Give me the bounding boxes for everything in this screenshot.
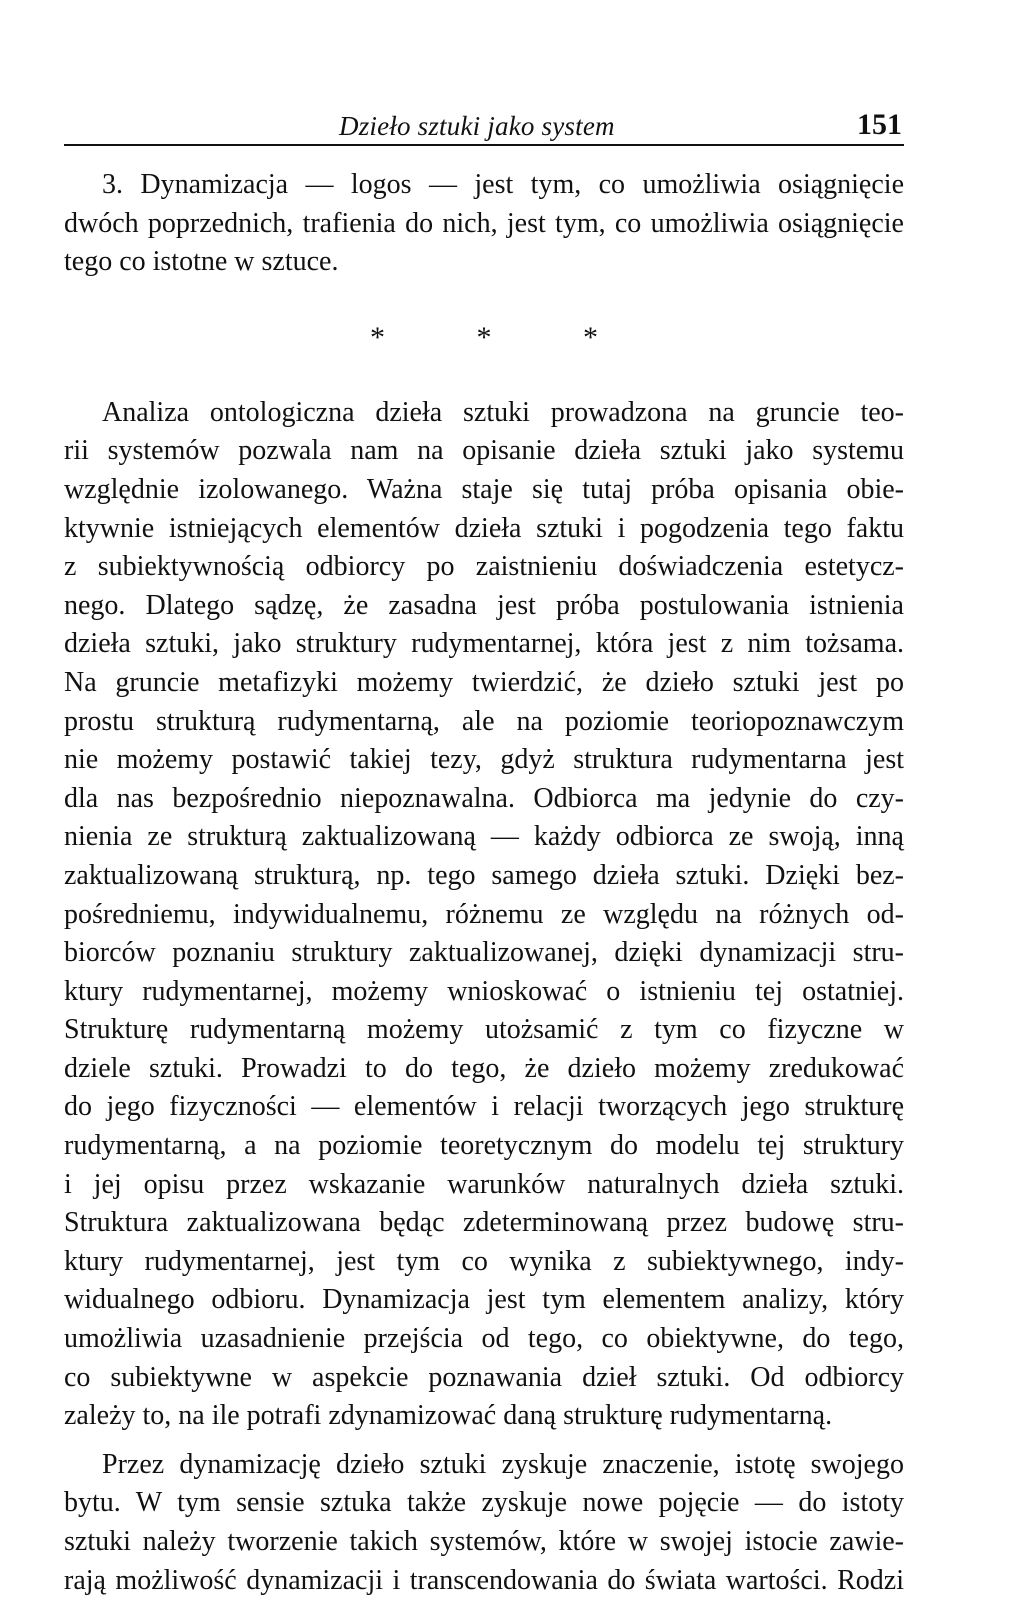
text-line: pośredniemu, indywidualnemu, różnemu ze względu na różnych od- xyxy=(64,898,904,930)
paragraph-dynamizacja xyxy=(64,1446,904,1600)
text-line: tego co istotne w sztuce. xyxy=(64,246,339,278)
book-page xyxy=(64,100,904,1600)
text-line: rii systemów pozwala nam na opisanie dzieła sztuki jako systemu xyxy=(64,435,904,467)
text-line: Na gruncie metafizyki możemy twierdzić, że dzieło sztuki jest po xyxy=(64,666,904,698)
text-line: Analiza ontologiczna dzieła sztuki prowadzona na gruncie teo- xyxy=(102,396,904,428)
text-line: rudymentarną, a na poziomie teoretycznym do modelu tej struktury xyxy=(64,1130,904,1162)
text-line: nego. Dlatego sądzę, że zasadna jest próba postulowania istnienia xyxy=(64,589,904,621)
text-line: dwóch poprzednich, trafienia do nich, jest tym, co umożliwia osiągnięcie xyxy=(64,207,904,239)
text-line: nie możemy postawić takiej tezy, gdyż struktura rudymentarna jest xyxy=(64,744,904,776)
paragraph-analiza xyxy=(64,394,904,1436)
running-title: Dzieło sztuki jako system xyxy=(339,111,615,141)
text-line: dziele sztuki. Prowadzi to do tego, że dzieło możemy zredukować xyxy=(64,1052,904,1084)
text-line: Strukturę rudymentarną możemy utożsamić z tym co fizyczne w xyxy=(64,1014,904,1046)
text-line: biorców poznaniu struktury zaktualizowanej, dzięki dynamizacji stru- xyxy=(64,937,904,969)
text-line: względnie izolowanego. Ważna staje się tutaj próba opisania obie- xyxy=(64,473,904,505)
paragraph-gap xyxy=(64,1436,904,1446)
text-line: rają możliwość dynamizacji i transcendowania do świata wartości. Rodzi xyxy=(64,1564,904,1596)
text-line: sztuki należy tworzenie takich systemów, które w swojej istocie zawie- xyxy=(64,1526,904,1557)
text-line: ktury rudymentarnej, możemy wnioskować o istnieniu tej ostatniej. xyxy=(64,975,904,1007)
text-line: bytu. W tym sensie sztuka także zyskuje nowe pojęcie — do istoty xyxy=(64,1487,904,1519)
text-line: umożliwia uzasadnienie przejścia od tego, co obiektywne, do tego, xyxy=(64,1323,904,1355)
text-line: zaktualizowaną strukturą, np. tego samego dzieła sztuki. Dzięki bez- xyxy=(64,859,904,891)
text-line: nienia ze strukturą zaktualizowaną — każdy odbiorca ze swoją, inną xyxy=(64,821,904,853)
text-line: Struktura zaktualizowana będąc zdeterminowaną przez budowę stru- xyxy=(64,1207,904,1239)
running-header xyxy=(64,100,904,146)
page-number: 151 xyxy=(857,108,902,141)
text-line: i jej opisu przez wskazanie warunków naturalnych dzieła sztuki. xyxy=(64,1168,904,1200)
text-line: zależy to, na ile potrafi zdynamizować daną strukturę rudymentarną. xyxy=(64,1400,833,1432)
point-3-paragraph xyxy=(64,166,904,282)
body-text xyxy=(64,166,904,1600)
section-separator: * * * xyxy=(370,320,640,354)
text-line: co subiektywne w aspekcie poznawania dzieł sztuki. Od odbiorcy xyxy=(64,1361,904,1393)
text-line: z subiektywnością odbiorcy po zaistnieniu doświadczenia estetycz- xyxy=(64,551,904,583)
text-line: prostu strukturą rudymentarną, ale na poziomie teoriopoznawczym xyxy=(64,705,904,737)
text-line: dzieła sztuki, jako struktury rudymentarnej, która jest z nim tożsama. xyxy=(64,628,904,660)
text-line: Przez dynamizację dzieło sztuki zyskuje znaczenie, istotę swojego xyxy=(102,1448,904,1480)
text-line: dla nas bezpośrednio niepoznawalna. Odbiorca ma jedynie do czy- xyxy=(64,782,904,814)
text-line: widualnego odbioru. Dynamizacja jest tym elementem analizy, który xyxy=(64,1284,904,1316)
text-line: ktury rudymentarnej, jest tym co wynika z subiektywnego, indy- xyxy=(64,1245,904,1277)
text-line: do jego fizyczności — elementów i relacji tworzących jego strukturę xyxy=(64,1091,904,1123)
text-line: 3. Dynamizacja — logos — jest tym, co umożliwia osiągnięcie xyxy=(102,169,904,200)
text-line: ktywnie istniejących elementów dzieła sztuki i pogodzenia tego faktu xyxy=(64,512,904,544)
